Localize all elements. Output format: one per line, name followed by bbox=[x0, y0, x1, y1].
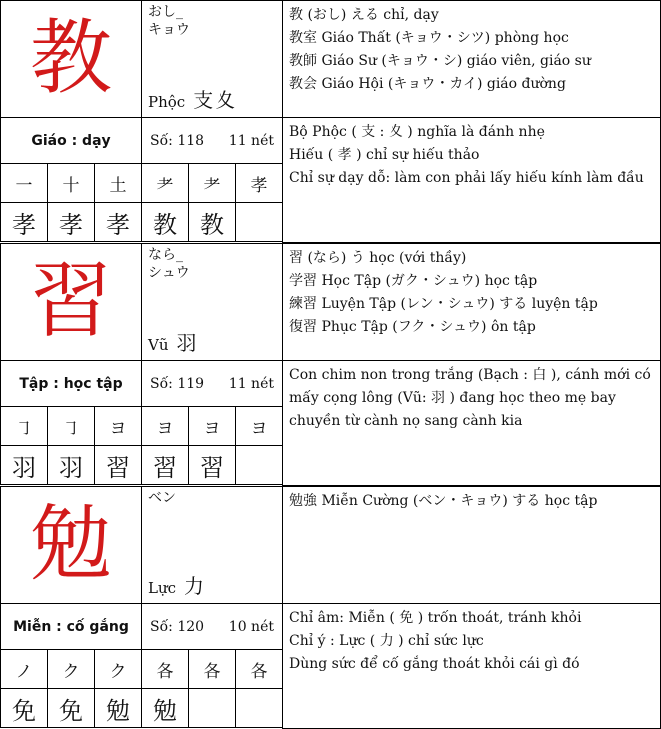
vocab-cell bbox=[282, 486, 661, 604]
meaning: Tập : học tập bbox=[0, 360, 142, 407]
number-cell bbox=[141, 360, 283, 407]
radical-chars: 力 bbox=[184, 574, 207, 598]
stroke-step: ノ bbox=[0, 649, 48, 689]
reading-cell bbox=[141, 0, 283, 118]
vocab-line: 学習 Học Tập (ガク・シュウ) học tập bbox=[289, 273, 538, 289]
stroke-step: 孝 bbox=[94, 202, 142, 242]
on-reading: シュウ bbox=[148, 265, 190, 281]
vocab-line: 習 (なら) う học (với thầy) bbox=[289, 250, 467, 266]
vocab-line: 練習 Luyện Tập (レン・シュウ) する luyện tập bbox=[289, 296, 598, 312]
stroke-count: 11 nét bbox=[228, 132, 274, 149]
explanation-line: Hiếu ( 孝 ) chỉ sự hiếu thảo bbox=[289, 147, 480, 163]
stroke-step: 孝 bbox=[47, 202, 95, 242]
explanation-line: Dùng sức để cố gắng thoát khỏi cái gì đó bbox=[289, 656, 580, 672]
stroke-step: 土 bbox=[94, 163, 142, 203]
kanji-char: 教 bbox=[29, 11, 112, 106]
stroke-step: 羽 bbox=[47, 445, 95, 485]
vocab-line: 教師 Giáo Sư (キョウ・シ) giáo viên, giáo sư bbox=[289, 53, 591, 69]
stroke-step bbox=[235, 202, 283, 242]
kanji-char: 習 bbox=[29, 254, 112, 349]
stroke-step: 習 bbox=[94, 445, 142, 485]
radical bbox=[148, 331, 199, 355]
vocab-line: 教 (おし) える chỉ, dạy bbox=[289, 7, 439, 23]
stroke-step: ヨ bbox=[188, 406, 236, 446]
vocab-line: 教会 Giáo Hội (キョウ・カイ) giáo đường bbox=[289, 76, 566, 92]
explanation-line: Bộ Phộc ( 支 : 夊 ) nghĩa là đánh nhẹ bbox=[289, 124, 545, 140]
stroke-step: 羽 bbox=[0, 445, 48, 485]
stroke-step: ク bbox=[47, 649, 95, 689]
stroke-step: 教 bbox=[188, 202, 236, 242]
explanation-line: Con chim non trong trắng (Bạch : 白 ), cánh mới có bbox=[289, 367, 651, 383]
stroke-step: ヨ bbox=[94, 406, 142, 446]
kanji-large bbox=[0, 243, 142, 361]
stroke-step: ㇆ bbox=[0, 406, 48, 446]
kanji-number: Số: 118 bbox=[150, 132, 205, 149]
explanation-cell bbox=[282, 117, 661, 243]
stroke-step bbox=[235, 688, 283, 728]
kanji-char: 勉 bbox=[29, 497, 112, 592]
kanji-large bbox=[0, 0, 142, 118]
stroke-step: 習 bbox=[141, 445, 189, 485]
stroke-step: ヨ bbox=[141, 406, 189, 446]
explanation-cell bbox=[282, 603, 661, 729]
vocab-line: 勉強 Miễn Cường (ベン・キョウ) する học tập bbox=[289, 493, 598, 509]
stroke-step: ヨ bbox=[235, 406, 283, 446]
number-cell bbox=[141, 603, 283, 650]
stroke-step: 免 bbox=[47, 688, 95, 728]
stroke-step: 一 bbox=[0, 163, 48, 203]
kanji-entry-0 bbox=[0, 0, 661, 243]
stroke-count: 11 nét bbox=[228, 375, 274, 392]
kanji-large bbox=[0, 486, 142, 604]
stroke-step bbox=[235, 445, 283, 485]
vocab-cell bbox=[282, 243, 661, 361]
explanation-line: Chỉ sự dạy dỗ: làm con phải lấy hiếu kính làm đầu bbox=[289, 170, 644, 186]
kun-reading: ベン bbox=[148, 490, 176, 506]
explanation-line: Chỉ ý : Lực ( 力 ) chỉ sức lực bbox=[289, 633, 484, 649]
kun-reading: おし_ bbox=[148, 4, 183, 20]
stroke-step: 免 bbox=[0, 688, 48, 728]
radical bbox=[148, 574, 207, 598]
number-cell bbox=[141, 117, 283, 164]
kun-reading: なら_ bbox=[148, 247, 183, 263]
meaning: Giáo : dạy bbox=[0, 117, 142, 164]
reading-cell bbox=[141, 243, 283, 361]
explanation-line: chuyền từ cành nọ sang cành kia bbox=[289, 413, 523, 429]
stroke-step: 耂 bbox=[188, 163, 236, 203]
stroke-step: 勉 bbox=[141, 688, 189, 728]
stroke-step: 孝 bbox=[0, 202, 48, 242]
stroke-step: 習 bbox=[188, 445, 236, 485]
radical bbox=[148, 88, 238, 112]
vocab-line: 復習 Phục Tập (フク・シュウ) ôn tập bbox=[289, 319, 536, 335]
kanji-entry-2 bbox=[0, 486, 661, 729]
kanji-number: Số: 120 bbox=[150, 618, 205, 635]
stroke-step: 各 bbox=[188, 649, 236, 689]
stroke-step: 十 bbox=[47, 163, 95, 203]
stroke-step: 各 bbox=[141, 649, 189, 689]
stroke-step bbox=[188, 688, 236, 728]
stroke-step: 孝 bbox=[235, 163, 283, 203]
reading-cell bbox=[141, 486, 283, 604]
stroke-step: 勉 bbox=[94, 688, 142, 728]
radical-label: Phộc bbox=[148, 93, 186, 111]
kanji-entry-1 bbox=[0, 243, 661, 486]
stroke-step: 教 bbox=[141, 202, 189, 242]
explanation-cell bbox=[282, 360, 661, 486]
explanation-line: mấy cọng lông (Vũ: 羽 ) đang học theo mẹ bay bbox=[289, 390, 616, 406]
radical-chars: 羽 bbox=[176, 331, 199, 355]
vocab-line: 教室 Giáo Thất (キョウ・シツ) phòng học bbox=[289, 30, 569, 46]
meaning: Miễn : cố gắng bbox=[0, 603, 142, 650]
radical-label: Lực bbox=[148, 579, 177, 597]
stroke-step: ク bbox=[94, 649, 142, 689]
on-reading: キョウ bbox=[148, 22, 190, 38]
stroke-step: ㇆ bbox=[47, 406, 95, 446]
vocab-cell bbox=[282, 0, 661, 118]
kanji-number: Số: 119 bbox=[150, 375, 205, 392]
stroke-step: 耂 bbox=[141, 163, 189, 203]
stroke-step: 各 bbox=[235, 649, 283, 689]
radical-chars: 支夊 bbox=[193, 88, 238, 112]
explanation-line: Chỉ âm: Miễn ( 免 ) trốn thoát, tránh khỏi bbox=[289, 610, 582, 626]
stroke-count: 10 nét bbox=[228, 618, 274, 635]
radical-label: Vũ bbox=[148, 336, 169, 354]
